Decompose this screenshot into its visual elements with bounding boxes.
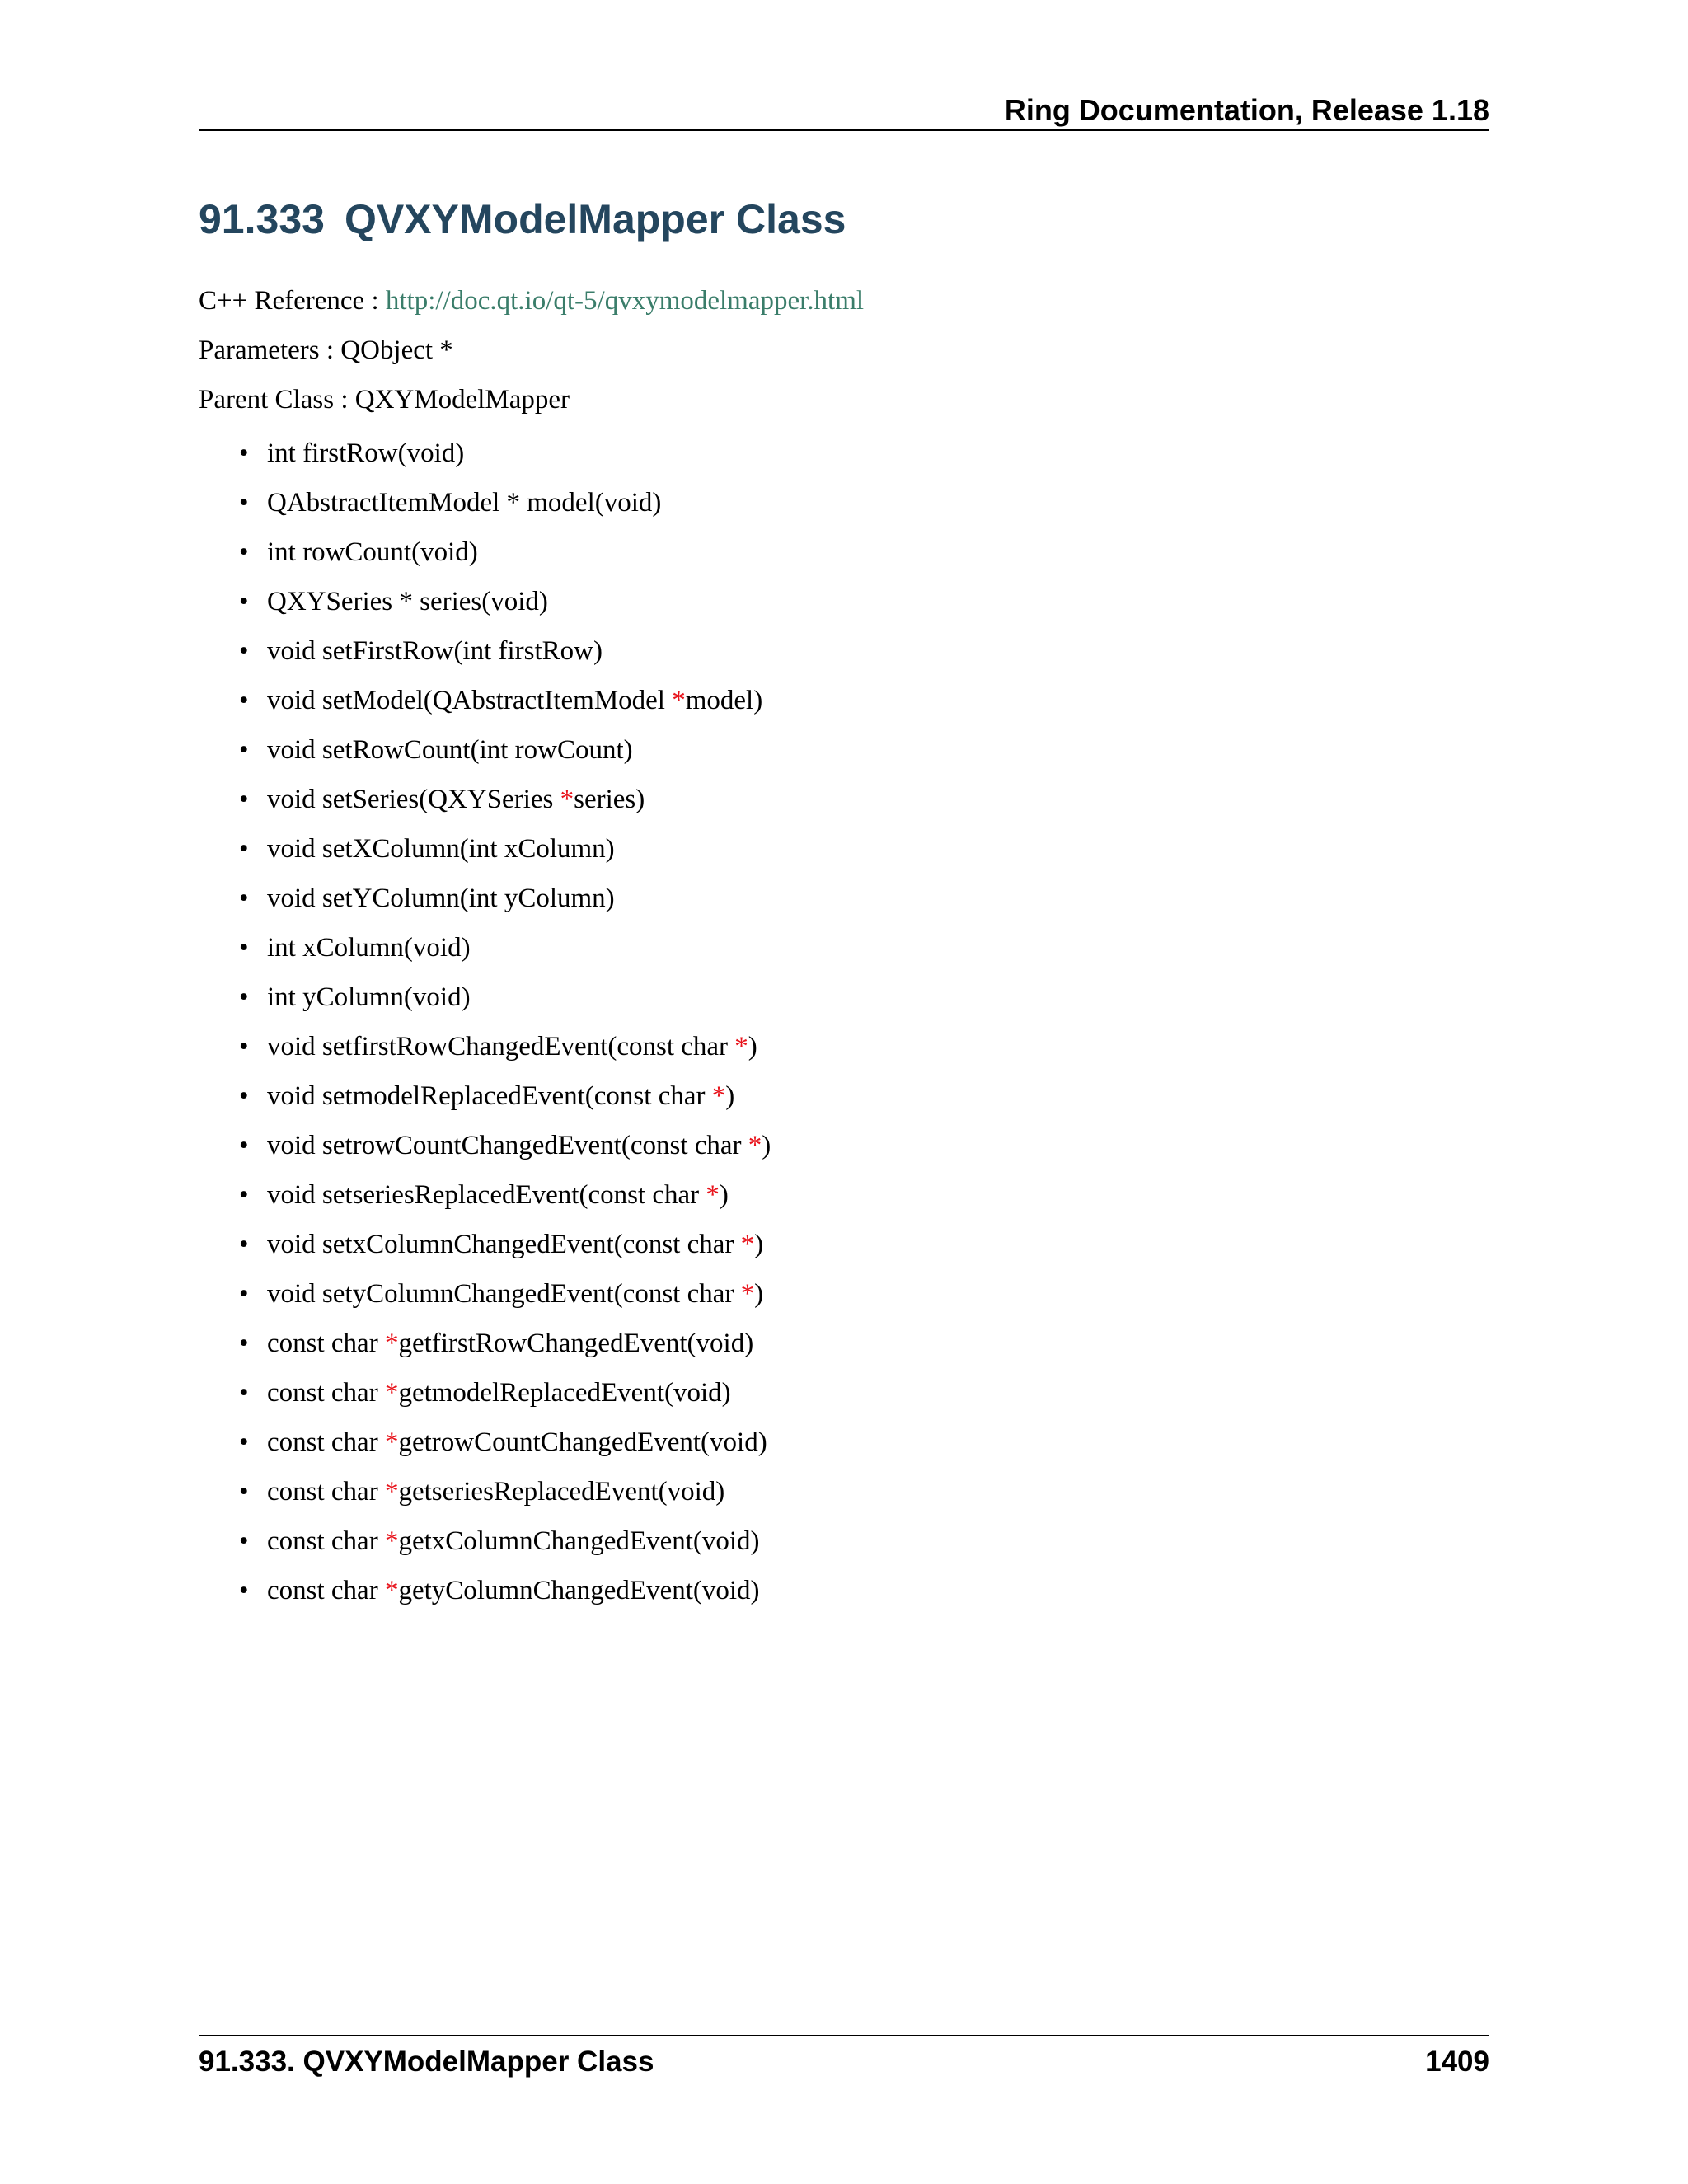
method-text: const char xyxy=(267,1477,385,1507)
bullet-icon: • xyxy=(239,1526,249,1556)
method-text: void setxColumnChangedEvent(const char xyxy=(267,1230,741,1259)
method-text: const char xyxy=(267,1427,385,1457)
pointer-star: * xyxy=(740,1230,755,1259)
method-text: const char xyxy=(267,1329,385,1358)
method-item xyxy=(239,972,771,1022)
bullet-icon: • xyxy=(239,883,249,913)
pointer-star: * xyxy=(384,1526,399,1556)
method-text-tail: ) xyxy=(754,1279,764,1309)
method-item xyxy=(239,1170,771,1220)
bullet-icon: • xyxy=(239,1032,249,1062)
section-number: 91.333 xyxy=(199,196,325,242)
method-text-tail: getyColumnChangedEvent(void) xyxy=(398,1576,760,1605)
method-text: int firstRow(void) xyxy=(267,438,465,468)
method-text: void setYColumn(int yColumn) xyxy=(267,883,615,913)
page-number: 1409 xyxy=(1425,2046,1489,2078)
pointer-star: * xyxy=(740,1279,755,1309)
method-item xyxy=(239,1566,771,1615)
method-item xyxy=(239,626,771,676)
pointer-star: * xyxy=(734,1032,748,1062)
method-text-tail: getmodelReplacedEvent(void) xyxy=(398,1378,731,1408)
section-title-text: QVXYModelMapper Class xyxy=(344,196,846,242)
footer-section-label: 91.333. QVXYModelMapper Class xyxy=(199,2046,654,2078)
bullet-icon: • xyxy=(239,1576,249,1605)
method-item xyxy=(239,824,771,874)
method-text-tail: series) xyxy=(574,785,645,814)
bullet-icon: • xyxy=(239,1378,249,1408)
method-text: void setrowCountChangedEvent(const char xyxy=(267,1131,748,1160)
method-item xyxy=(239,775,771,824)
bullet-icon: • xyxy=(239,785,249,814)
bullet-icon: • xyxy=(239,1329,249,1358)
method-item xyxy=(239,577,771,626)
method-text: void setFirstRow(int firstRow) xyxy=(267,636,603,666)
pointer-star: * xyxy=(672,686,686,715)
method-text-tail: ) xyxy=(725,1081,735,1111)
method-item xyxy=(239,429,771,478)
method-text: void setXColumn(int xColumn) xyxy=(267,834,615,864)
bullet-icon: • xyxy=(239,1180,249,1210)
method-text-tail: getseriesReplacedEvent(void) xyxy=(398,1477,725,1507)
bullet-icon: • xyxy=(239,636,249,666)
section-title xyxy=(199,186,846,252)
bullet-icon: • xyxy=(239,1427,249,1457)
method-item xyxy=(239,874,771,923)
parent-class: Parent Class : QXYModelMapper xyxy=(199,385,570,415)
pointer-star: * xyxy=(706,1180,720,1210)
method-item xyxy=(239,1516,771,1566)
pointer-star: * xyxy=(384,1576,399,1605)
method-text: void setseriesReplacedEvent(const char xyxy=(267,1180,706,1210)
method-text-tail: ) xyxy=(762,1131,771,1160)
method-text: void setmodelReplacedEvent(const char xyxy=(267,1081,712,1111)
bullet-icon: • xyxy=(239,686,249,715)
method-text: void setSeries(QXYSeries xyxy=(267,785,560,814)
method-text: QXYSeries * series(void) xyxy=(267,587,548,616)
method-text: void setyColumnChangedEvent(const char xyxy=(267,1279,741,1309)
method-text-tail: getfirstRowChangedEvent(void) xyxy=(398,1329,754,1358)
bullet-icon: • xyxy=(239,438,249,468)
method-text-tail: ) xyxy=(719,1180,729,1210)
method-text: void setRowCount(int rowCount) xyxy=(267,735,633,765)
bullet-icon: • xyxy=(239,1279,249,1309)
method-item xyxy=(239,1220,771,1269)
method-item xyxy=(239,676,771,725)
method-text: const char xyxy=(267,1378,385,1408)
methods-list xyxy=(239,429,771,1615)
method-text-tail: ) xyxy=(748,1032,757,1062)
method-text: QAbstractItemModel * model(void) xyxy=(267,488,662,518)
bullet-icon: • xyxy=(239,488,249,518)
method-item xyxy=(239,1269,771,1319)
bullet-icon: • xyxy=(239,735,249,765)
method-text: const char xyxy=(267,1526,385,1556)
pointer-star: * xyxy=(748,1131,762,1160)
pointer-star: * xyxy=(711,1081,726,1111)
method-text-tail: model) xyxy=(685,686,763,715)
pointer-star: * xyxy=(384,1378,399,1408)
cpp-reference-label: C++ Reference : xyxy=(199,286,386,316)
pointer-star: * xyxy=(384,1427,399,1457)
pointer-star: * xyxy=(560,785,574,814)
method-item xyxy=(239,1467,771,1516)
bullet-icon: • xyxy=(239,933,249,963)
cpp-reference xyxy=(199,280,864,321)
running-header: Ring Documentation, Release 1.18 xyxy=(1004,93,1489,127)
method-text-tail: ) xyxy=(754,1230,764,1259)
method-text-tail: getxColumnChangedEvent(void) xyxy=(398,1526,760,1556)
method-text: void setfirstRowChangedEvent(const char xyxy=(267,1032,735,1062)
pointer-star: * xyxy=(384,1477,399,1507)
method-text-tail: getrowCountChangedEvent(void) xyxy=(398,1427,767,1457)
bullet-icon: • xyxy=(239,982,249,1012)
bullet-icon: • xyxy=(239,1230,249,1259)
method-item xyxy=(239,527,771,577)
method-item xyxy=(239,478,771,527)
bullet-icon: • xyxy=(239,537,249,567)
method-item xyxy=(239,1418,771,1467)
bullet-icon: • xyxy=(239,587,249,616)
bullet-icon: • xyxy=(239,1081,249,1111)
method-text: int yColumn(void) xyxy=(267,982,471,1012)
method-text: void setModel(QAbstractItemModel xyxy=(267,686,673,715)
cpp-reference-link[interactable]: http://doc.qt.io/qt-5/qvxymodelmapper.html xyxy=(385,286,865,316)
bullet-icon: • xyxy=(239,1131,249,1160)
footer-rule xyxy=(199,2035,1489,2036)
method-item xyxy=(239,1368,771,1418)
method-item xyxy=(239,923,771,972)
header-rule xyxy=(199,129,1489,131)
parameters: Parameters : QObject * xyxy=(199,335,453,365)
method-text: const char xyxy=(267,1576,385,1605)
bullet-icon: • xyxy=(239,1477,249,1507)
method-item xyxy=(239,1071,771,1121)
method-item xyxy=(239,725,771,775)
method-text: int xColumn(void) xyxy=(267,933,471,963)
method-text: int rowCount(void) xyxy=(267,537,478,567)
pointer-star: * xyxy=(384,1329,399,1358)
bullet-icon: • xyxy=(239,834,249,864)
method-item xyxy=(239,1022,771,1071)
method-item xyxy=(239,1121,771,1170)
method-item xyxy=(239,1319,771,1368)
